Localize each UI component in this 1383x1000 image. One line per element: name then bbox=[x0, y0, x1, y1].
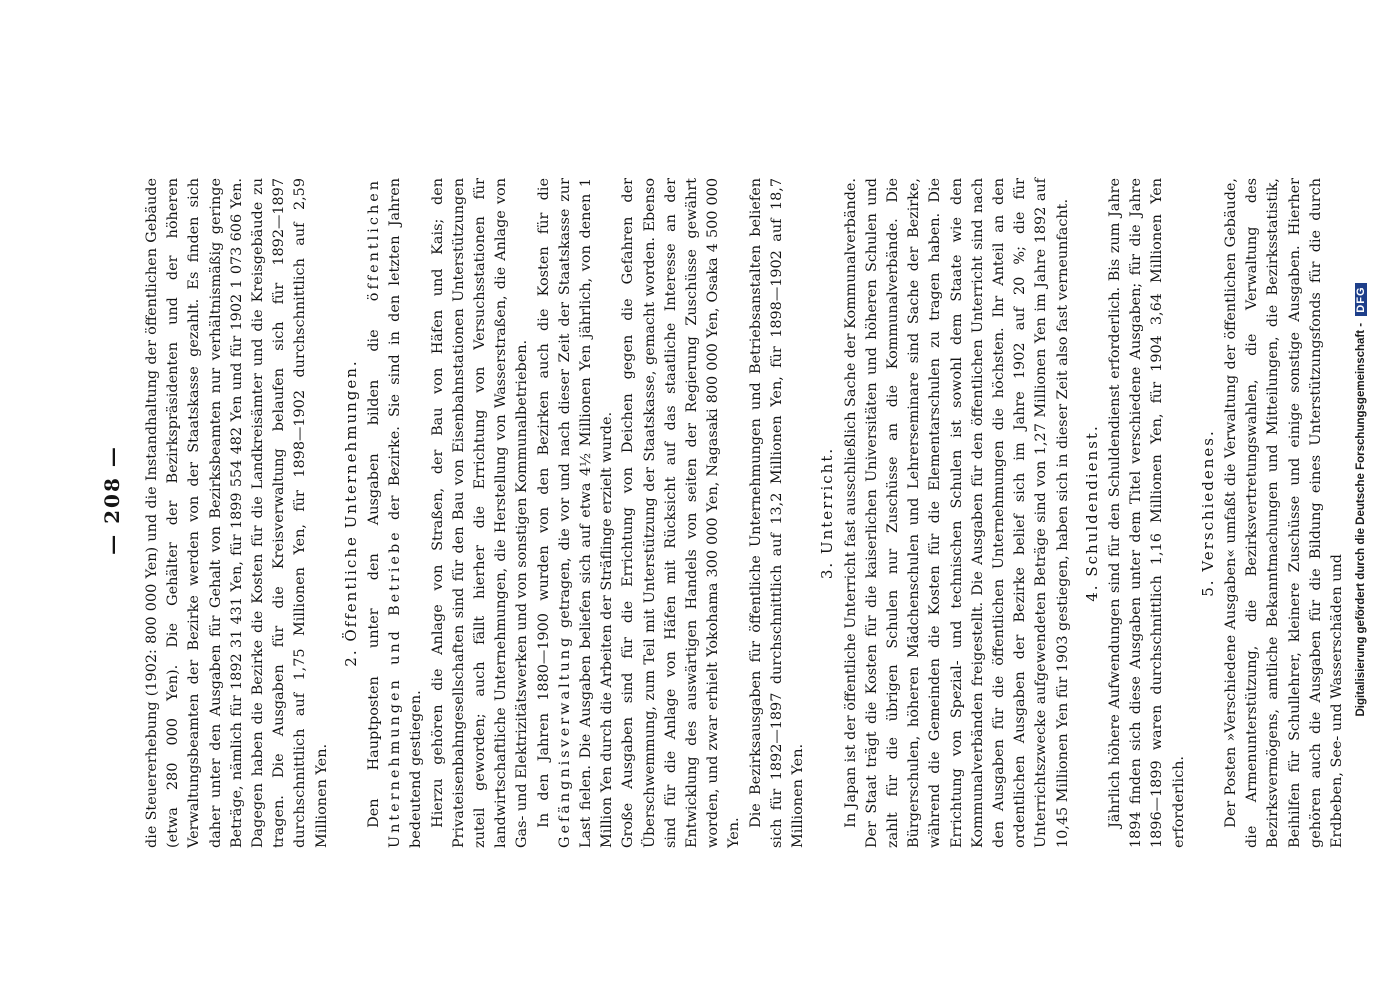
paragraph-education: In Japan ist der öffentliche Unterricht fast ausschließlich Sache der Kommunalverbände. Der Staat trägt die Kosten für die kaiserlichen Universitäten und höheren Schulen und zahlt für die übrigen Schulen nur Zuschüsse an die Kommunalverbände. Die Bürgerschulen, höheren Mädchenschulen und Lehrerseminare sind Sache der Bezirke, während die Gemeinden die Kosten für die Elementarschulen zu tragen haben. Die Errichtung von Spezial- und technischen Schulen ist sowohl dem Staate wie den Kommunalverbänden freigestellt. Die Ausgaben für den öffentlichen Unterricht sind nach den Ausgaben für die öffentlichen Unternehmungen die höchsten. Ihr Anteil an den ordentlichen Ausgaben der Bezirke belief sich im Jahre 1902 auf 20 %; die für Unterrichtszwecke aufgewendeten Beträge sind von 1,27 Millionen Yen im Jahre 1892 auf 10,45 Millionen Yen für 1903 gestiegen, haben sich in dieser Zeit also fast verneunfacht. bbox=[842, 177, 1071, 848]
section-heading-education: 3. Unterricht. bbox=[818, 446, 837, 580]
paragraph-rest: getragen, die vor und nach dieser Zeit der Staatskasse zur Last fielen. Die Ausgaben beliefen sich auf etwa 4½ Millionen Yen jährlich, von denen 1 Million Yen durch die Arbeiten der Sträflinge erzielt wurde. bbox=[556, 178, 616, 848]
emphasis-text: Gefängnisverwaltung bbox=[556, 634, 573, 848]
paragraph-rest: der Bezirke. Sie sind in den letzten Jahren bedeutend gestiegen. bbox=[387, 178, 425, 848]
paragraph-enterprise-expenses: Die Bezirksausgaben für öffentliche Unternehmungen und Betriebsanstalten beliefen sich für 1892—1897 durchschnittlich auf 13,2 Millionen Yen, für 1898—1902 auf 18,7 Millionen Yen. bbox=[747, 178, 807, 848]
page-header: — 208 — bbox=[100, 445, 124, 555]
section-heading-debt-service: 4. Schuldendienst. bbox=[1082, 424, 1101, 602]
section-heading-public-enterprises: 2. Öffentliche Unternehmungen. bbox=[341, 359, 360, 667]
body-text bbox=[142, 178, 1348, 848]
paragraph-lead: In den Jahren 1880—1900 wurden von den Bezirken auch die Kosten für die bbox=[535, 178, 552, 828]
paragraph-public-enterprises bbox=[364, 178, 428, 848]
dfg-logo: DFG bbox=[1355, 283, 1367, 315]
paragraph-tax-collection: die Steuererhebung (1902: 800 000 Yen) und die Instandhaltung der öffentlichen Gebäude (etwa 280 000 Yen). Die Gehälter der Bezirkspräsidenten und der höheren Verwaltungsbeamten der Bezirke werden von der Staatskasse gezahlt. Es finden sich daher unter den Ausgaben für Gehalt von Bezirksbeamten nur verhältnismäßig geringe Beträge, nämlich für 1892 31 431 Yen, für 1899 554 482 Yen und für 1902 1 073 606 Yen. Dagegen haben die Bezirke die Kosten für die Landkreisämter und die Kreisgebäude zu tragen. Die Ausgaben für die Kreisverwaltung belaufen sich für 1892—1897 durchschnittlich auf 1,75 Millionen Yen, für 1898—1902 durchschnittlich auf 2,59 Millionen Yen. bbox=[144, 178, 330, 848]
emphasis-text: öffentlichen Unternehmungen und Betriebe bbox=[366, 178, 404, 848]
paragraph-lead: Den Hauptposten unter den Ausgaben bilden die bbox=[366, 301, 383, 828]
digitization-credit bbox=[1355, 0, 1367, 1000]
paragraph-prisons bbox=[534, 178, 619, 848]
paragraph-miscellaneous: Der Posten »Verschiedene Ausgaben« umfaßt die Verwaltung der öffentlichen Gebäude, die Armenunterstützung, die Bezirksvertretungswahlen, die Verwaltung des Bezirksvermögens, amtliche Bekanntmachungen und Mitteilungen, die Bezirksstatistik, Beihilfen für Schullehrer, kleinere Zuschüsse und einige sonstige Ausgaben. Hierher gehören auch die Ausgaben für die Bildung eines Unterstützungsfonds für die durch Erdbeben, See- und Wasserschäden und bbox=[1222, 178, 1345, 848]
paragraph-dikes-harbors: Große Ausgaben sind für die Errichtung von Deichen gegen die Gefahren der Überschwemmung, zum Teil mit Unterstützung der Staatskasse, gemacht worden. Ebenso sind für die Anlage von Häfen mit Rücksicht auf das staatliche Interesse an der Entwicklung des auswärtigen Handels von seiten der Regierung Zuschüsse gewährt worden, und zwar erhielt Yokohama 300 000 Yen, Nagasaki 800 000 Yen, Osaka 4 500 000 Yen. bbox=[620, 178, 743, 848]
paragraph-debt-service: Jährlich höhere Aufwendungen sind für den Schuldendienst erforderlich. Bis zum Jahre 1894 finden sich diese Ausgaben unter dem Titel verschiedene Ausgaben; für die Jahre 1896—1899 waren durchschnittlich 1,16 Millionen Yen, für 1904 3,64 Millionen Yen erforderlich. bbox=[1106, 178, 1187, 848]
credit-text: Digitalisierung gefördert durch die Deutsche Forschungsgemeinschaft - bbox=[1355, 322, 1367, 717]
paragraph-infrastructure: Hierzu gehören die Anlage von Straßen, der Bau von Häfen und Kais; den Privateisenbahngesellschaften sind für den Bau von Eisenbahnstationen Unterstützungen zuteil geworden; auch fällt hierher die Errichtung von Versuchsstationen für landwirtschaftliche Unternehmungen, die Herstellung von Wasserstraßen, die Anlage von Gas- und Elektrizitätswerken und von sonstigen Kommunalbetrieben. bbox=[429, 178, 531, 848]
section-heading-miscellaneous: 5. Verschiedenes. bbox=[1198, 429, 1217, 597]
